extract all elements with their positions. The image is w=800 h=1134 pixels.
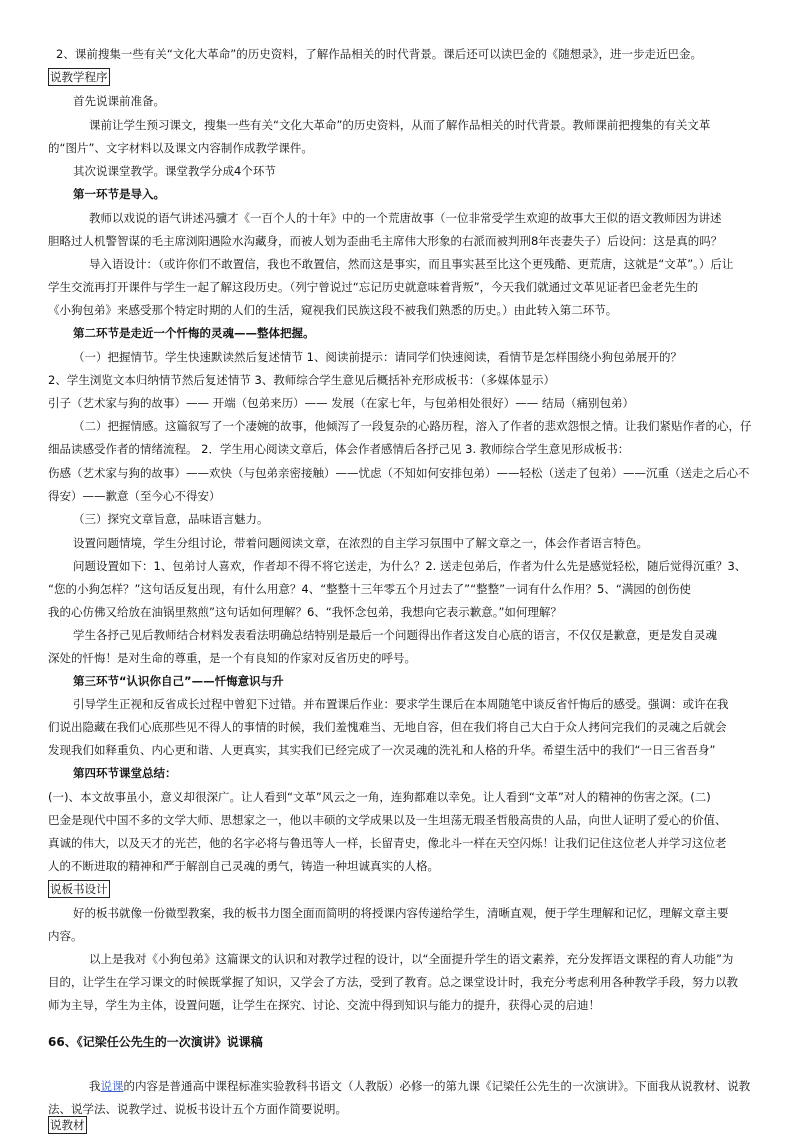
stage-heading: 第三环节“认识你自己”——忏悔意识与升: [73, 674, 284, 688]
paragraph-line: 的“图片”、文字材料以及课文内容制作成教学课件。: [48, 141, 313, 155]
paragraph-line: 设置问题情境，学生分组讨论，带着问题阅读文章，在浓烈的自主学习氛围中了解文章之一，体会作者语言特色。: [73, 536, 648, 550]
boxed-label: 说板书设计: [50, 882, 108, 896]
shuoke-link[interactable]: 说课: [100, 1079, 124, 1093]
paragraph-line: 我的心仿佛又给放在油锅里熬煎”这句话如何理解？6、“我怀念包弟，我想向它表示歉意。”如何理解？: [48, 605, 562, 619]
board-outline-line: 伤感（艺术家与狗的故事）——欢快（与包弟亲密接触）——忧虑（不知如何安排包弟）——轻松（送走了包弟）——沉重（送走之后心不: [48, 466, 750, 480]
paragraph-line: 好的板书就像一份微型教案，我的板书力图全面而简明的将授课内容传递给学生，清晰直观，便于学生理解和记忆，理解文章主要: [73, 906, 729, 920]
paragraph-line: 教师以戏说的语气讲述冯骥才《一百个人的十年》中的一个荒唐故事（一位非常受学生欢迎的故事大王似的语文教师因为讲述: [89, 211, 722, 225]
paragraph-line: 课前让学生预习课文，搜集一些有关“文化大革命”的历史资料，从而了解作品相关的时代背景。教师课前把搜集的有关文革: [89, 118, 711, 132]
section-heading-teaching-procedure: [48, 66, 760, 88]
paragraph-line: （二）把握情感。这篇叙写了一个凄婉的故事，他倾泻了一段复杂的心路历程，溶入了作者的悲欢怨恨之情。让我们紧贴作者的心，仔: [73, 419, 752, 433]
paragraph-line: 导入语设计：（或许你们不敢置信，我也不敢置信，然而这是事实，而且事实甚至比这个更残酷、更荒唐，这就是“文革”。）后让: [89, 257, 734, 271]
boxed-label: 说教材: [50, 1118, 85, 1132]
paragraph-line: 首先说课前准备。: [73, 94, 165, 108]
paragraph-line: 问题设置如下：1、包弟讨人喜欢，作者却不得不将它送走，为什么？2. 送走包弟后，作者为什么先是感觉轻松，随后觉得沉重？3、: [73, 559, 747, 573]
stage-heading: 第四环节课堂总结：: [73, 766, 177, 780]
text-run: 的内容是普通高中课程标准实验教科书语文（人教版）必修一的第九课《记梁任公先生的一次演讲》。下面我从说教材、说教: [123, 1079, 751, 1093]
section-heading-textbook: [48, 1116, 760, 1134]
paragraph-line: 真诚的伟大，以及天才的光芒，他的名字必将与鲁迅等人一样，长留青史，像北斗一样在天空闪烁！让我们记住这位老人并学习这位老: [48, 836, 727, 850]
paragraph-line: 《小狗包弟》来感受那个特定时期的人们的生活，窥视我们民族这段不被我们熟悉的历史。）由此转入第二环节。: [48, 303, 618, 317]
paragraph-line: 目的，让学生在学习课文的时候既掌握了知识，又学会了方法，受到了教育。总之课堂设计时，我充分考虑利用各种教学手段，努力以教: [48, 975, 738, 989]
paragraph-line: 以上是我对《小狗包弟》这篇课文的认识和对教学过程的设计，以“全面提升学生的语文素养，充分发挥语文课程的育人功能”为: [89, 952, 734, 966]
paragraph-line: 2、学生浏览文本归纳情节然后复述情节 3、教师综合学生意见后概括补充形成板书：（多媒体显示）: [48, 373, 556, 387]
paragraph-line: 们说出隐藏在我们心底那些见不得人的事情的时候，我们羞愧难当、无地自容，但在我们将自己大白于众人拷问完我们的灵魂之后就会: [48, 720, 727, 734]
board-outline-line: 得安）——歉意（至今心不得安）: [48, 489, 221, 503]
paragraph-line: 内容。: [48, 929, 83, 943]
paragraph-line: （三）探究文章旨意，品味语言魅力。: [73, 512, 269, 526]
paragraph-line: [89, 1075, 800, 1097]
board-outline-line: 引子（艺术家与狗的故事）—— 开端（包弟来历）—— 发展（在家七年，与包弟相处很好）—— 结局（痛别包弟）: [48, 396, 634, 410]
paragraph-line: （一）把握情节。学生快速默读然后复述情节 1、阅读前提示：请同学们快速阅读，看情节是怎样围绕小狗包弟展开的？: [73, 350, 682, 364]
paragraph-line: 发现我们如释重负、内心更和谐、人更真实，其实我们已经完成了一次灵魂的洗礼和人格的升华。希望生活中的我们“一日三省吾身”: [48, 743, 716, 757]
boxed-label: 说教学程序: [50, 70, 108, 84]
section-heading-board-design: [48, 878, 760, 900]
paragraph-line: 胆略过人机警智谋的毛主席浏阳遇险水沟藏身，而被人划为歪曲毛主席伟大形象的右派而被判刑8年丧妻失子）后设问：这是真的吗？: [48, 234, 723, 248]
paragraph-line: 巴金是现代中国不多的文学大师、思想家之一，他以丰硕的文学成果以及一生坦荡无瑕圣哲般高贵的人品，向世人证明了爱心的价值、: [48, 813, 727, 827]
paragraph-line: “您的小狗怎样？”这句话反复出现，有什么用意？4、“整整十三年零五个月过去了”“整整”一词有什么作用？5、“满园的创伤使: [48, 582, 691, 596]
stage-heading: 第一环节是导入。: [73, 187, 165, 201]
paragraph-line: 其次说课堂教学。课堂教学分成4个环节: [73, 164, 276, 178]
paragraph-line: 学生各抒己见后教师结合材料发表看法明确总结特别是最后一个问题得出作者这发自心底的语言，不仅仅是歉意，更是发自灵魂: [73, 628, 717, 642]
paragraph-line: 2、课前搜集一些有关“文化大革命”的历史资料，了解作品相关的时代背景。课后还可以读巴金的《随想录》，进一步走近巴金。: [56, 47, 702, 61]
paragraph-line: 师为主导，学生为主体，设置问题，让学生在探究、讨论、交流中得到知识与能力的提升，获得心灵的启迪！: [48, 998, 600, 1012]
paragraph-line: 法、说学法、说教学过、说板书设计五个方面作简要说明。: [48, 1102, 347, 1116]
stage-heading: 第二环节是走近一个忏悔的灵魂——整体把握。: [73, 326, 315, 340]
lesson-title: 66、《记梁任公先生的一次演讲》说课稿: [48, 1035, 263, 1049]
paragraph-line: 学生交流再打开课件与学生一起了解这段历史。（列宁曾说过“忘记历史就意味着背叛”，今天我们就通过文革见证者巴金老先生的: [48, 280, 699, 294]
text-run: 我: [89, 1079, 101, 1093]
paragraph-line: 细品读感受作者的情绪流程。 2．学生用心阅读文章后，体会作者感情后各抒己见 3. 教师综合学生意见形成板书：: [48, 442, 630, 456]
paragraph-line: (一)、本文故事虽小，意义却很深广。让人看到“文革”风云之一角，连狗都难以幸免。让人看到“文革”对人的精神的伤害之深。(二): [48, 790, 711, 804]
paragraph-line: 引导学生正视和反省成长过程中曾犯下过错。并布置课后作业：要求学生课后在本周随笔中谈反省忏悔后的感受。强调：或许在我: [73, 697, 729, 711]
paragraph-line: 人的不断进取的精神和严于解剖自己灵魂的勇气，铸造一种坦诚真实的人格。: [48, 859, 439, 873]
paragraph-line: 深处的忏悔！是对生命的尊重，是一个有良知的作家对反省历史的呼号。: [48, 651, 416, 665]
